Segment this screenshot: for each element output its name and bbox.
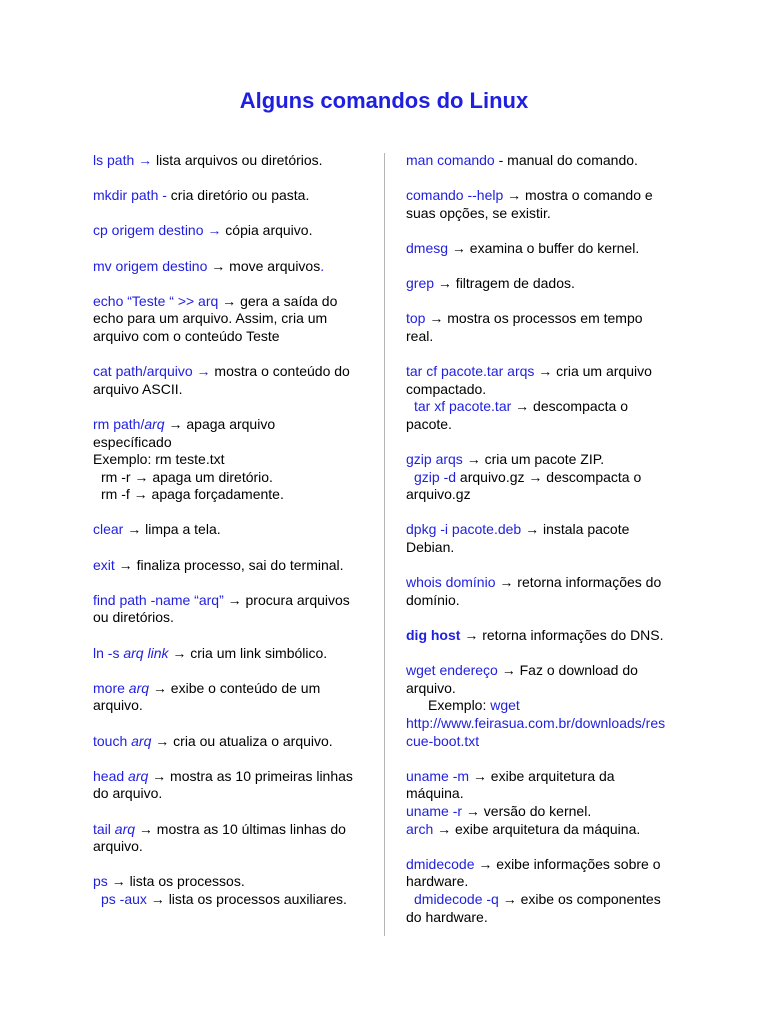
description-text: → lista os processos auxiliares.	[146, 890, 347, 907]
command-entry	[93, 557, 373, 575]
command-text: http://www.feirasua.com.br/downloads/res	[406, 715, 666, 731]
description-text: → instala pacote	[521, 521, 630, 538]
command-text: man comando	[406, 152, 495, 168]
command-text: ps	[93, 873, 108, 890]
entry-line	[406, 539, 676, 557]
command-text: echo “Teste “ >> arq	[93, 292, 219, 309]
command-text: arq	[128, 679, 150, 696]
command-text: touch	[93, 732, 132, 749]
command-text: mkdir path -	[93, 187, 167, 204]
command-text: arq	[114, 820, 136, 837]
command-entry	[93, 680, 373, 715]
command-text: cp origem destino →	[93, 222, 222, 239]
entry-line	[406, 873, 676, 891]
command-text: wget endereço	[406, 662, 498, 679]
entry-line	[406, 187, 676, 205]
command-text: arq link	[123, 644, 169, 661]
command-entry	[406, 310, 676, 345]
command-entry	[93, 645, 373, 663]
description-text: cópia arquivo.	[221, 222, 313, 239]
description-text: - manual do comando.	[494, 152, 638, 168]
description-text: → cria um link simbólico.	[168, 644, 328, 661]
command-text: more	[93, 679, 129, 696]
command-entry	[93, 821, 373, 856]
entry-line	[406, 521, 676, 539]
description-text: → procura arquivos	[223, 591, 350, 608]
command-entry	[93, 293, 373, 346]
command-entry	[93, 187, 373, 205]
command-entry	[93, 416, 373, 504]
command-entry	[406, 856, 676, 926]
description-text: arquivo.	[93, 838, 143, 855]
command-entry	[93, 152, 373, 170]
description-text: → mostra as 10 primeiras linhas	[148, 767, 353, 784]
command-entry	[93, 768, 373, 803]
command-text: dig host	[406, 627, 461, 644]
entry-line	[406, 398, 676, 416]
description-text: → exibe informações sobre o	[474, 855, 661, 872]
command-text: rm path/	[93, 415, 145, 432]
entry-line	[406, 469, 676, 487]
command-text: gzip arqs	[406, 451, 463, 468]
entry-line	[406, 240, 676, 258]
command-entry	[406, 574, 676, 609]
command-entry	[406, 627, 676, 645]
command-text: top	[406, 310, 426, 327]
entry-line	[406, 574, 676, 592]
entry-line	[93, 486, 373, 504]
entry-line	[93, 521, 373, 539]
entry-line	[406, 733, 676, 751]
entry-line	[93, 416, 373, 434]
entry-line	[93, 609, 373, 627]
command-text: head	[93, 767, 129, 784]
description-text: → exibe o conteúdo de um	[149, 679, 321, 696]
entry-line	[406, 275, 676, 293]
description-text: arquivo com o conteúdo Teste	[93, 327, 280, 344]
command-text: ps -aux	[101, 890, 147, 907]
description-text: → cria ou atualiza o arquivo.	[151, 732, 333, 749]
command-text: exit	[93, 556, 115, 573]
command-text: uname -m	[406, 767, 470, 784]
description-text: → move arquivos	[207, 257, 321, 274]
command-text: uname -r	[406, 802, 463, 819]
entry-line	[93, 451, 373, 469]
command-text: dmidecode -q	[414, 890, 499, 907]
description-text: compactado.	[406, 380, 487, 397]
entry-line	[406, 715, 676, 733]
command-text: clear	[93, 521, 124, 538]
description-text: Debian.	[406, 539, 455, 556]
description-text: → cria um arquivo	[534, 363, 652, 380]
description-text: → gera a saída do	[218, 292, 338, 309]
entry-line	[93, 434, 373, 452]
description-text: → exibe arquitetura da máquina.	[433, 820, 641, 837]
command-text: ln -s	[93, 644, 124, 661]
description-text: → versão do kernel.	[462, 802, 592, 819]
entry-line	[406, 486, 676, 504]
description-text: Exemplo: rm teste.txt	[93, 451, 225, 468]
entry-line	[93, 293, 373, 311]
command-entry	[406, 187, 676, 222]
description-text: → finaliza processo, sai do terminal.	[114, 556, 344, 573]
description-text: arquivo ASCII.	[93, 380, 183, 397]
command-text: tail	[93, 820, 115, 837]
entry-line	[93, 645, 373, 663]
entry-line	[406, 803, 676, 821]
entry-line	[93, 152, 373, 170]
entry-line	[406, 416, 676, 434]
description-text: → retorna informações do DNS.	[460, 627, 664, 644]
command-text: gzip -d	[414, 468, 457, 485]
description-text: suas opções, se existir.	[406, 204, 551, 221]
entry-line	[406, 909, 676, 927]
description-text: cria diretório ou pasta.	[166, 187, 310, 204]
command-entry	[406, 451, 676, 504]
command-entry	[406, 768, 676, 838]
entry-line	[406, 205, 676, 223]
entry-line	[93, 891, 373, 909]
description-text: → lista os processos.	[107, 873, 245, 890]
entry-line	[406, 680, 676, 698]
right-column	[406, 152, 676, 944]
entry-line	[93, 821, 373, 839]
entry-line	[406, 697, 676, 715]
entry-line	[406, 310, 676, 328]
entry-line	[406, 856, 676, 874]
description-text: → apaga arquivo	[164, 415, 276, 432]
entry-line	[406, 592, 676, 610]
entry-line	[93, 768, 373, 786]
entry-line	[406, 821, 676, 839]
command-entry	[93, 258, 373, 276]
command-text: cat path/arquivo →	[93, 363, 211, 380]
description-text: lista arquivos ou diretórios.	[152, 152, 323, 168]
command-text: wget	[490, 697, 520, 714]
description-text: arquivo.gz → descompacta o	[456, 468, 642, 485]
description-text: rm -r → apaga um diretório.	[101, 468, 273, 485]
command-text: dpkg -i pacote.deb	[406, 521, 522, 538]
command-text: .	[320, 257, 325, 274]
command-entry	[406, 275, 676, 293]
entry-line	[93, 838, 373, 856]
entry-line	[93, 733, 373, 751]
entry-line	[93, 363, 373, 381]
description-text: → Faz o download do	[497, 662, 638, 679]
column-divider	[384, 153, 385, 936]
entry-line	[406, 328, 676, 346]
description-text: mostra o conteúdo do	[210, 363, 350, 380]
entry-line	[93, 873, 373, 891]
description-text: do arquivo.	[93, 785, 163, 802]
entry-line	[93, 697, 373, 715]
command-entry	[93, 222, 373, 240]
command-entry	[93, 873, 373, 908]
entry-line	[93, 469, 373, 487]
description-text: real.	[406, 327, 434, 344]
left-column	[93, 152, 373, 926]
description-text: do hardware.	[406, 908, 488, 925]
description-text: específicado	[93, 433, 172, 450]
command-entry	[93, 521, 373, 539]
command-text: grep	[406, 275, 435, 292]
entry-line	[406, 451, 676, 469]
command-text: ls path →	[93, 152, 153, 168]
entry-line	[406, 381, 676, 399]
description-text: pacote.	[406, 415, 452, 432]
command-text: dmidecode	[406, 855, 475, 872]
description-text: → mostra as 10 últimas linhas do	[135, 820, 346, 837]
command-text: arq	[128, 767, 149, 784]
entry-line	[406, 363, 676, 381]
command-text: arq	[144, 415, 165, 432]
command-text: find path -name “arq”	[93, 591, 224, 608]
entry-line	[406, 891, 676, 909]
command-text: tar cf pacote.tar arqs	[406, 363, 535, 380]
entry-line	[406, 785, 676, 803]
description-text: hardware.	[406, 873, 469, 890]
entry-line	[406, 768, 676, 786]
page-title: Alguns comandos do Linux	[239, 88, 529, 113]
entry-line	[93, 381, 373, 399]
command-text: dmesg	[406, 239, 449, 256]
description-text: → exibe os componentes	[498, 890, 661, 907]
description-text: domínio.	[406, 591, 460, 608]
entry-line	[93, 222, 373, 240]
command-entry	[93, 733, 373, 751]
entry-line	[93, 258, 373, 276]
description-text: → descompacta o	[511, 398, 629, 415]
command-entry	[93, 592, 373, 627]
command-entry	[93, 363, 373, 398]
command-text: arch	[406, 820, 434, 837]
description-text: → mostra os processos em tempo	[425, 310, 643, 327]
description-text: → exibe arquitetura da	[469, 767, 615, 784]
description-text: ou diretórios.	[93, 609, 174, 626]
command-entry	[406, 662, 676, 750]
command-text: tar xf pacote.tar	[414, 398, 512, 415]
description-text: arquivo.gz	[406, 486, 471, 503]
command-text: cue-boot.txt	[406, 732, 480, 749]
command-text: whois domínio	[406, 574, 496, 591]
description-text: → examina o buffer do kernel.	[448, 239, 640, 256]
description-text: Exemplo:	[428, 697, 491, 714]
entry-line	[93, 592, 373, 610]
description-text: → retorna informações do	[495, 574, 662, 591]
entry-line	[93, 680, 373, 698]
entry-line	[93, 310, 373, 328]
description-text: → limpa a tela.	[123, 521, 221, 538]
command-text: comando --help	[406, 187, 504, 204]
entry-line	[406, 627, 676, 645]
entry-line	[406, 662, 676, 680]
description-text: echo para um arquivo. Assim, cria um	[93, 310, 328, 327]
command-entry	[406, 152, 676, 170]
entry-line	[93, 557, 373, 575]
command-text: arq	[131, 732, 152, 749]
description-text: arquivo.	[93, 697, 143, 714]
description-text: → cria um pacote ZIP.	[462, 451, 605, 468]
description-text: máquina.	[406, 785, 464, 802]
entry-line	[406, 152, 676, 170]
description-text: rm -f → apaga forçadamente.	[101, 486, 284, 503]
entry-line	[93, 785, 373, 803]
description-text: arquivo.	[406, 679, 456, 696]
command-entry	[406, 363, 676, 433]
entry-line	[93, 328, 373, 346]
command-text: mv origem destino	[93, 257, 208, 274]
command-entry	[406, 521, 676, 556]
command-entry	[406, 240, 676, 258]
description-text: → mostra o comando e	[503, 187, 653, 204]
description-text: → filtragem de dados.	[434, 275, 575, 292]
entry-line	[93, 187, 373, 205]
